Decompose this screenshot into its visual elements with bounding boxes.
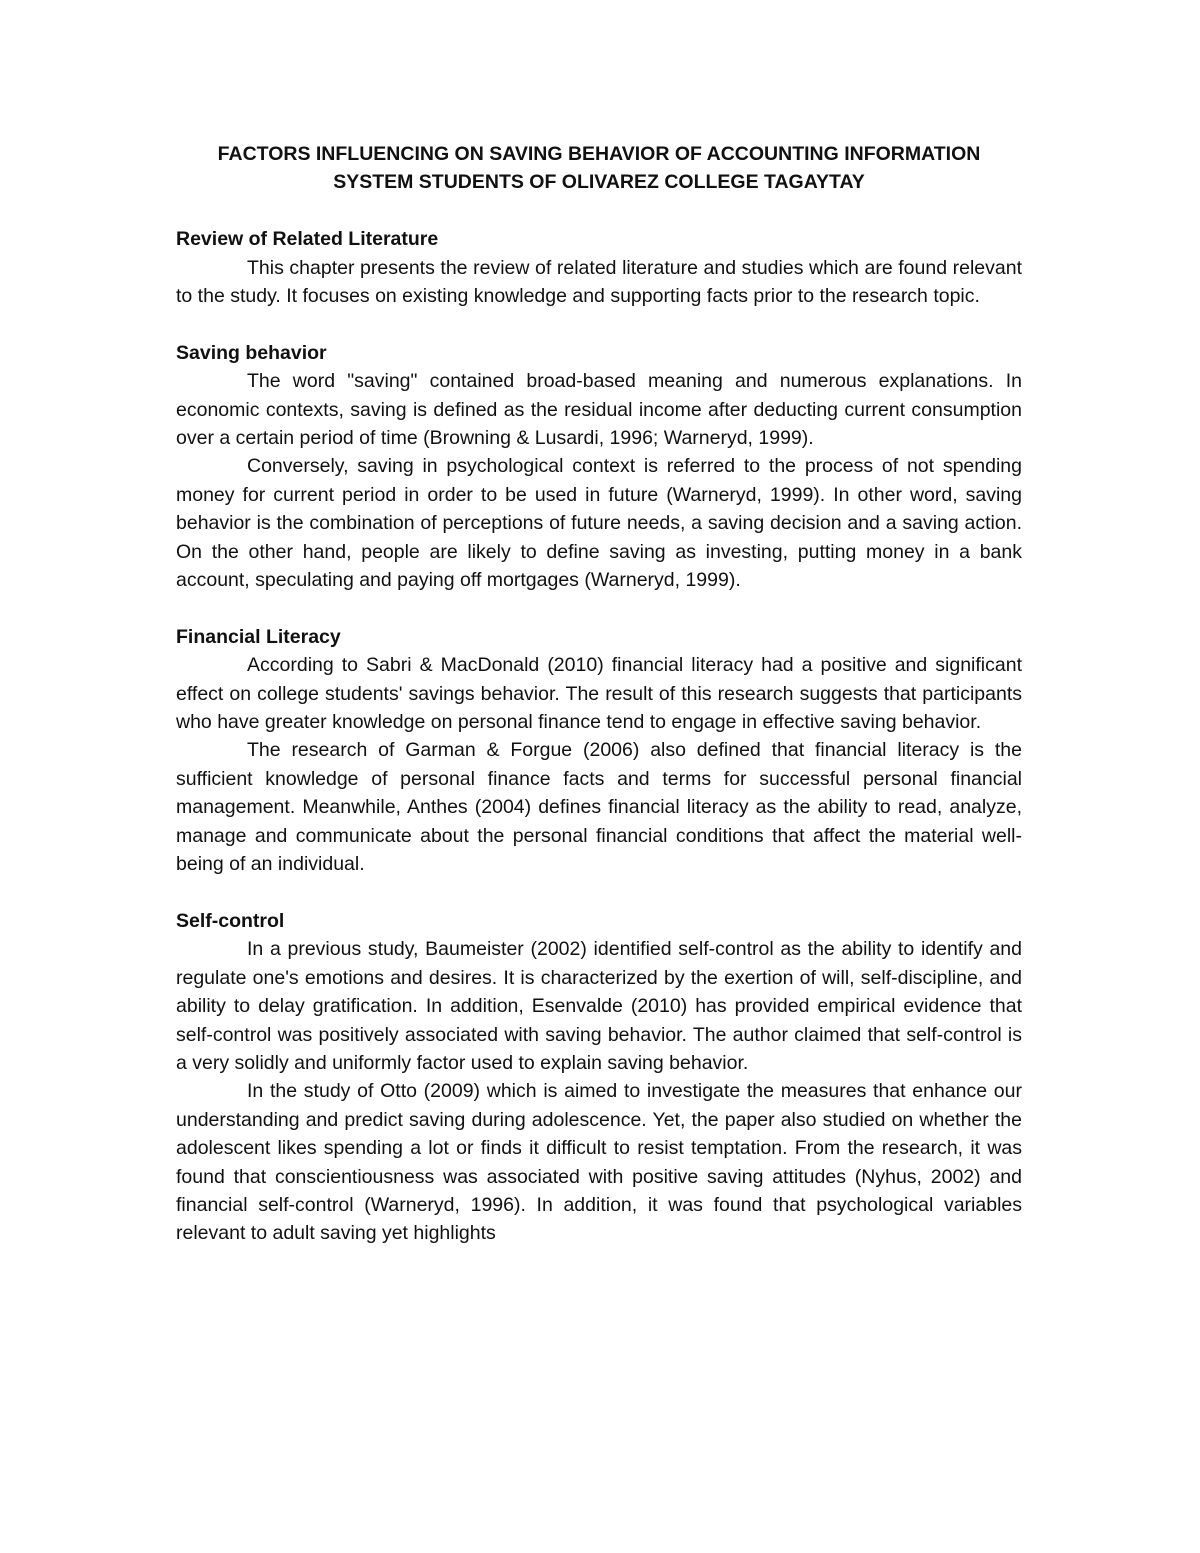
paragraph: Conversely, saving in psychological context is referred to the process of not spending money for current period in order to be used in future (Warneryd, 1999). In other word, saving behavior is the combination of perceptions of future needs, a saving decision and a saving action. On the other hand, people are likely to define saving as investing, putting money in a bank account, speculating and paying off mortgages (Warneryd, 1999). (176, 455, 1022, 592)
document-title-line-1: FACTORS INFLUENCING ON SAVING BEHAVIOR OF ACCOUNTING INFORMATION (217, 143, 981, 165)
section-saving-behavior (176, 339, 1022, 595)
section-heading: Financial Literacy (176, 625, 341, 648)
paragraph: The word "saving" contained broad-based meaning and numerous explanations. In economic contexts, saving is defined as the residual income after deducting current consumption over a certain period of time (Browning & Lusardi, 1996; Warneryd, 1999). (176, 370, 1022, 450)
section-heading: Review of Related Literature (176, 228, 439, 251)
section-self-control (176, 907, 1022, 1248)
document-title (176, 140, 1022, 197)
section-heading: Saving behavior (176, 341, 327, 364)
paragraph: According to Sabri & MacDonald (2010) financial literacy had a positive and significant effect on college students' savings behavior. The result of this research suggests that participants who have greater knowledge on personal finance tend to engage in effective saving behavior. (176, 654, 1022, 734)
section-heading: Self-control (176, 909, 285, 932)
paragraph: The research of Garman & Forgue (2006) also defined that financial literacy is the sufficient knowledge of personal finance facts and terms for successful personal financial management. Meanwhile, Anthes (2004) defines financial literacy as the ability to read, analyze, manage and communicate about the personal financial conditions that affect the material well-being of an individual. (176, 739, 1022, 876)
paragraph: In a previous study, Baumeister (2002) identified self-control as the ability to identify and regulate one's emotions and desires. It is characterized by the exertion of will, self-discipline, and ability to delay gratification. In addition, Esenvalde (2010) has provided empirical evidence that self-control was positively associated with saving behavior. The author claimed that self-control is a very solidly and uniformly factor used to explain saving behavior. (176, 938, 1022, 1074)
section-financial-literacy (176, 623, 1022, 879)
paragraph: This chapter presents the review of related literature and studies which are found relevant to the study. It focuses on existing knowledge and supporting facts prior to the research topic. (176, 256, 1022, 308)
section-review-of-related-literature (176, 225, 1022, 310)
document-body (176, 140, 1022, 1276)
document-title-line-2: SYSTEM STUDENTS OF OLIVAREZ COLLEGE TAGAYTAY (333, 171, 865, 194)
paragraph: In the study of Otto (2009) which is aimed to investigate the measures that enhance our understanding and predict saving during adolescence. Yet, the paper also studied on whether the adolescent likes spending a lot or finds it difficult to resist temptation. From the research, it was found that conscientiousness was associated with positive saving attitudes (Nyhus, 2002) and financial self-control (Warneryd, 1996). In addition, it was found that psychological variables relevant to adult saving yet highlights (176, 1080, 1022, 1245)
